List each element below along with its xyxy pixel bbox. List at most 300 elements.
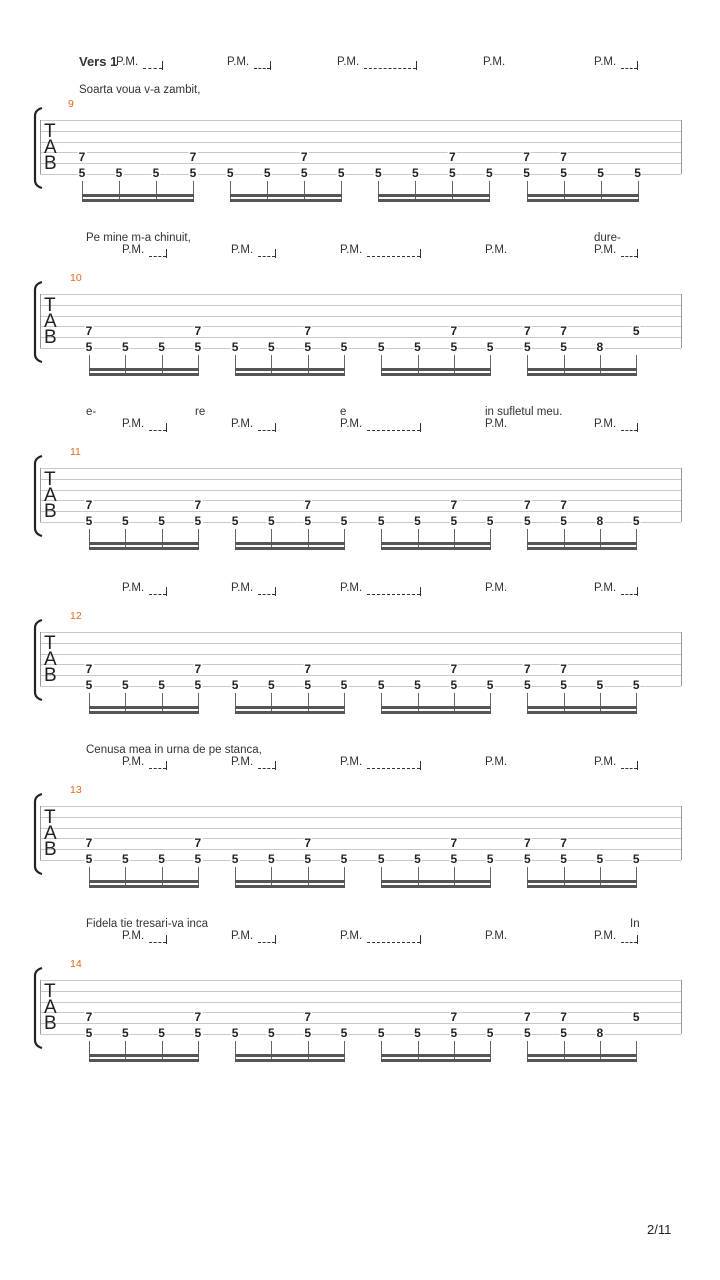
- fret-number: 5: [158, 514, 165, 528]
- barline-end: [681, 632, 682, 686]
- palm-mute-label: P.M.: [231, 756, 254, 768]
- fret-number: 5: [450, 852, 458, 866]
- fret-number: 5: [194, 1026, 202, 1040]
- fret-number: 5: [268, 678, 275, 692]
- fret-number: 7: [78, 150, 86, 164]
- note-stem: [489, 181, 490, 200]
- palm-mute-extension: [367, 942, 420, 943]
- staff-line: [40, 1034, 681, 1035]
- note-beam: [235, 711, 345, 714]
- measure-number: 10: [70, 272, 82, 284]
- fret-number: 5: [560, 678, 567, 692]
- palm-mute-label: P.M.: [594, 244, 617, 256]
- palm-mute-end: [416, 61, 417, 70]
- system-bracket: [32, 792, 44, 876]
- fret-number: 8: [596, 1026, 604, 1040]
- fret-number: 5: [158, 678, 165, 692]
- palm-mute-end: [420, 423, 421, 432]
- fret-number: 8: [596, 340, 604, 354]
- note-stem: [125, 355, 126, 374]
- fret-number: 5: [194, 678, 202, 692]
- palm-mute-label: P.M.: [337, 56, 360, 68]
- fret-number: 5: [632, 514, 640, 528]
- fret-number: 5: [231, 1026, 239, 1040]
- palm-mute-end: [637, 249, 638, 258]
- note-stem: [344, 529, 345, 548]
- note-beam: [89, 542, 199, 545]
- note-stem: [418, 1041, 419, 1060]
- barline-end: [681, 980, 682, 1034]
- note-stem: [381, 867, 382, 886]
- lyric-text: Cenusa mea in urna de pe stanca,: [86, 744, 262, 756]
- palm-mute-label: P.M.: [485, 756, 508, 768]
- fret-number: 5: [304, 852, 312, 866]
- note-stem: [600, 867, 601, 886]
- note-stem: [235, 355, 236, 374]
- note-stem: [600, 1041, 601, 1060]
- note-beam: [527, 880, 637, 883]
- note-stem: [235, 529, 236, 548]
- fret-number: 5: [194, 340, 202, 354]
- note-stem: [125, 867, 126, 886]
- palm-mute-label: P.M.: [122, 418, 145, 430]
- staff-line: [40, 1002, 681, 1003]
- fret-number: 7: [560, 662, 567, 676]
- fret-number: 5: [450, 1026, 458, 1040]
- staff-line: [40, 294, 681, 295]
- tab-system: [0, 920, 720, 1090]
- lyric-text: re: [195, 406, 206, 418]
- note-stem: [308, 355, 309, 374]
- staff-line: [40, 1023, 681, 1024]
- fret-number: 5: [85, 678, 93, 692]
- tab-system: [0, 234, 720, 404]
- palm-mute-end: [420, 761, 421, 770]
- tab-clef-letter: A: [44, 649, 57, 670]
- fret-number: 7: [85, 1010, 93, 1024]
- lyric-text: in sufletul meu.: [485, 406, 563, 418]
- tab-clef-letter: B: [44, 153, 57, 174]
- fret-number: 7: [560, 1010, 567, 1024]
- note-stem: [156, 181, 157, 200]
- note-beam: [381, 542, 491, 545]
- palm-mute-label: P.M.: [340, 244, 363, 256]
- lyric-text: In: [630, 918, 640, 930]
- tab-system: [0, 408, 720, 578]
- note-beam: [89, 368, 199, 371]
- note-stem: [454, 693, 455, 712]
- note-stem: [198, 355, 199, 374]
- fret-number: 5: [523, 514, 531, 528]
- palm-mute-label: P.M.: [594, 418, 617, 430]
- palm-mute-end: [420, 587, 421, 596]
- fret-number: 7: [450, 1010, 458, 1024]
- note-beam: [527, 706, 637, 709]
- note-stem: [564, 693, 565, 712]
- note-stem: [162, 355, 163, 374]
- note-beam: [381, 706, 491, 709]
- note-stem: [600, 355, 601, 374]
- fret-number: 5: [377, 678, 385, 692]
- note-stem: [564, 355, 565, 374]
- fret-number: 5: [450, 678, 458, 692]
- note-stem: [162, 867, 163, 886]
- fret-number: 5: [152, 166, 160, 180]
- palm-mute-end: [166, 249, 167, 258]
- palm-mute-extension: [258, 594, 275, 595]
- note-stem: [452, 181, 453, 200]
- note-beam: [378, 199, 490, 202]
- note-stem: [198, 529, 199, 548]
- note-stem: [638, 181, 639, 200]
- note-stem: [162, 1041, 163, 1060]
- note-beam: [527, 711, 637, 714]
- fret-number: 5: [337, 166, 345, 180]
- staff-line: [40, 1012, 681, 1013]
- fret-number: 5: [377, 340, 385, 354]
- note-stem: [89, 693, 90, 712]
- staff-line: [40, 479, 681, 480]
- note-beam: [381, 547, 491, 550]
- palm-mute-extension: [149, 256, 166, 257]
- staff-line: [40, 828, 681, 829]
- note-beam: [381, 368, 491, 371]
- fret-number: 5: [634, 166, 641, 180]
- palm-mute-extension: [367, 768, 420, 769]
- fret-number: 7: [304, 662, 312, 676]
- fret-number: 5: [85, 852, 93, 866]
- fret-number: 5: [377, 514, 385, 528]
- palm-mute-extension: [364, 68, 416, 69]
- fret-number: 5: [194, 852, 202, 866]
- staff-line: [40, 131, 681, 132]
- palm-mute-label: P.M.: [340, 930, 363, 942]
- note-stem: [198, 867, 199, 886]
- note-stem: [636, 355, 637, 374]
- palm-mute-end: [275, 587, 276, 596]
- note-stem: [454, 355, 455, 374]
- fret-number: 7: [85, 662, 93, 676]
- note-stem: [490, 529, 491, 548]
- tab-clef-letter: T: [44, 295, 56, 316]
- note-stem: [308, 529, 309, 548]
- fret-number: 5: [304, 340, 312, 354]
- fret-number: 5: [194, 514, 202, 528]
- fret-number: 5: [486, 514, 494, 528]
- fret-number: 5: [486, 852, 494, 866]
- note-beam: [89, 1054, 199, 1057]
- palm-mute-extension: [621, 594, 637, 595]
- fret-number: 5: [523, 166, 530, 180]
- palm-mute-end: [420, 249, 421, 258]
- system-bracket: [32, 618, 44, 702]
- note-stem: [381, 529, 382, 548]
- page-number: 2/11: [647, 1222, 672, 1237]
- barline-end: [681, 294, 682, 348]
- note-stem: [454, 1041, 455, 1060]
- palm-mute-label: P.M.: [231, 582, 254, 594]
- fret-number: 7: [523, 836, 531, 850]
- palm-mute-end: [637, 935, 638, 944]
- palm-mute-label: P.M.: [116, 56, 139, 68]
- fret-number: 5: [414, 852, 421, 866]
- tab-clef-letter: T: [44, 121, 56, 142]
- staff-line: [40, 991, 681, 992]
- fret-number: 7: [450, 662, 458, 676]
- palm-mute-label: P.M.: [340, 418, 363, 430]
- fret-number: 5: [85, 514, 93, 528]
- fret-number: 7: [194, 1010, 202, 1024]
- measure-number: 11: [70, 446, 81, 458]
- note-stem: [119, 181, 120, 200]
- measure-number: 9: [68, 98, 74, 110]
- fret-number: 5: [523, 678, 531, 692]
- staff-line: [40, 120, 681, 121]
- system-bracket: [32, 106, 44, 190]
- tab-clef-letter: B: [44, 1013, 57, 1034]
- tab-clef-letter: B: [44, 665, 57, 686]
- note-beam: [89, 706, 199, 709]
- palm-mute-end: [637, 761, 638, 770]
- palm-mute-label: P.M.: [122, 244, 145, 256]
- note-stem: [381, 355, 382, 374]
- note-stem: [418, 529, 419, 548]
- note-beam: [527, 199, 639, 202]
- staff-line: [40, 326, 681, 327]
- fret-number: 5: [268, 340, 275, 354]
- staff-line: [40, 174, 681, 175]
- fret-number: 7: [194, 324, 202, 338]
- tab-clef-letter: B: [44, 501, 57, 522]
- note-beam: [381, 1054, 491, 1057]
- palm-mute-label: P.M.: [485, 244, 508, 256]
- measure-number: 13: [70, 784, 82, 796]
- fret-number: 5: [377, 852, 385, 866]
- note-stem: [415, 181, 416, 200]
- note-beam: [527, 368, 637, 371]
- tab-clef-letter: A: [44, 137, 57, 158]
- note-stem: [198, 693, 199, 712]
- note-stem: [162, 693, 163, 712]
- note-stem: [125, 693, 126, 712]
- note-stem: [418, 355, 419, 374]
- note-stem: [636, 529, 637, 548]
- fret-number: 5: [414, 1026, 421, 1040]
- staff-line: [40, 337, 681, 338]
- palm-mute-label: P.M.: [340, 756, 363, 768]
- tab-system: [0, 746, 720, 916]
- note-stem: [198, 1041, 199, 1060]
- staff-line: [40, 686, 681, 687]
- fret-number: 5: [121, 852, 129, 866]
- palm-mute-end: [166, 761, 167, 770]
- fret-number: 5: [78, 166, 86, 180]
- fret-number: 8: [596, 514, 604, 528]
- fret-number: 5: [412, 166, 419, 180]
- palm-mute-label: P.M.: [594, 582, 617, 594]
- fret-number: 5: [304, 678, 312, 692]
- note-stem: [341, 181, 342, 200]
- palm-mute-end: [162, 61, 163, 70]
- fret-number: 7: [450, 324, 458, 338]
- lyric-text: Fidela tie tresari-va inca: [86, 918, 209, 930]
- fret-number: 5: [632, 1010, 640, 1024]
- tab-clef-letter: T: [44, 981, 56, 1002]
- palm-mute-extension: [621, 68, 637, 69]
- palm-mute-label: P.M.: [594, 930, 617, 942]
- note-stem: [271, 693, 272, 712]
- system-bracket: [32, 966, 44, 1050]
- fret-number: 5: [231, 340, 239, 354]
- staff-line: [40, 664, 681, 665]
- palm-mute-end: [166, 587, 167, 596]
- system-bracket: [32, 454, 44, 538]
- fret-number: 5: [231, 678, 239, 692]
- note-stem: [344, 1041, 345, 1060]
- note-beam: [89, 373, 199, 376]
- note-stem: [564, 529, 565, 548]
- palm-mute-label: P.M.: [485, 418, 508, 430]
- fret-number: 7: [194, 662, 202, 676]
- palm-mute-label: P.M.: [122, 930, 145, 942]
- palm-mute-extension: [258, 430, 275, 431]
- note-beam: [235, 373, 345, 376]
- note-stem: [230, 181, 231, 200]
- palm-mute-extension: [149, 768, 166, 769]
- palm-mute-label: P.M.: [340, 582, 363, 594]
- note-stem: [344, 693, 345, 712]
- tab-system: [0, 572, 720, 742]
- fret-number: 5: [189, 166, 197, 180]
- fret-number: 5: [632, 324, 640, 338]
- palm-mute-extension: [254, 68, 270, 69]
- note-stem: [527, 693, 528, 712]
- fret-number: 5: [340, 1026, 348, 1040]
- palm-mute-extension: [367, 594, 420, 595]
- fret-number: 7: [304, 1010, 312, 1024]
- palm-mute-label: P.M.: [594, 756, 617, 768]
- palm-mute-label: P.M.: [231, 418, 254, 430]
- tab-system: [0, 56, 720, 230]
- fret-number: 5: [121, 678, 129, 692]
- fret-number: 5: [300, 166, 308, 180]
- note-stem: [304, 181, 305, 200]
- staff-line: [40, 500, 681, 501]
- fret-number: 5: [226, 166, 234, 180]
- note-stem: [636, 1041, 637, 1060]
- fret-number: 5: [85, 340, 93, 354]
- note-beam: [527, 194, 639, 197]
- tab-clef-letter: T: [44, 807, 56, 828]
- fret-number: 5: [158, 1026, 165, 1040]
- fret-number: 5: [304, 1026, 312, 1040]
- note-beam: [82, 199, 194, 202]
- fret-number: 5: [231, 852, 239, 866]
- lyric-text: e: [340, 406, 347, 418]
- fret-number: 5: [523, 340, 531, 354]
- note-stem: [193, 181, 194, 200]
- fret-number: 7: [560, 498, 567, 512]
- palm-mute-label: P.M.: [485, 930, 508, 942]
- note-stem: [308, 693, 309, 712]
- note-stem: [527, 529, 528, 548]
- note-stem: [235, 1041, 236, 1060]
- palm-mute-end: [166, 423, 167, 432]
- note-beam: [89, 880, 199, 883]
- fret-number: 5: [340, 852, 348, 866]
- fret-number: 5: [115, 166, 123, 180]
- staff-line: [40, 849, 681, 850]
- note-beam: [527, 542, 637, 545]
- fret-number: 5: [596, 678, 604, 692]
- tab-clef-letter: A: [44, 997, 57, 1018]
- note-stem: [308, 1041, 309, 1060]
- palm-mute-label: P.M.: [227, 56, 250, 68]
- fret-number: 5: [375, 166, 382, 180]
- staff-line: [40, 860, 681, 861]
- fret-number: 5: [523, 852, 531, 866]
- palm-mute-label: P.M.: [231, 244, 254, 256]
- fret-number: 7: [85, 324, 93, 338]
- fret-number: 7: [523, 1010, 531, 1024]
- note-stem: [564, 867, 565, 886]
- fret-number: 5: [121, 340, 129, 354]
- fret-number: 5: [560, 852, 567, 866]
- fret-number: 5: [158, 852, 165, 866]
- barline-end: [681, 120, 682, 174]
- fret-number: 5: [268, 1026, 275, 1040]
- fret-number: 5: [450, 340, 458, 354]
- measure-number: 12: [70, 610, 82, 622]
- palm-mute-label: P.M.: [122, 582, 145, 594]
- fret-number: 5: [414, 514, 421, 528]
- fret-number: 5: [377, 1026, 385, 1040]
- palm-mute-end: [275, 761, 276, 770]
- fret-number: 5: [85, 1026, 93, 1040]
- note-stem: [490, 693, 491, 712]
- fret-number: 7: [523, 324, 531, 338]
- note-stem: [271, 867, 272, 886]
- note-stem: [89, 355, 90, 374]
- fret-number: 5: [268, 852, 275, 866]
- note-stem: [267, 181, 268, 200]
- palm-mute-end: [166, 935, 167, 944]
- note-beam: [235, 547, 345, 550]
- fret-number: 5: [158, 340, 165, 354]
- note-stem: [271, 529, 272, 548]
- palm-mute-end: [637, 423, 638, 432]
- staff-line: [40, 632, 681, 633]
- note-stem: [490, 867, 491, 886]
- fret-number: 7: [194, 498, 202, 512]
- palm-mute-extension: [621, 768, 637, 769]
- note-stem: [564, 1041, 565, 1060]
- lyric-text: e-: [86, 406, 97, 418]
- fret-number: 7: [560, 836, 567, 850]
- lyric-text: Pe mine m-a chinuit,: [86, 232, 191, 244]
- note-beam: [235, 368, 345, 371]
- staff-line: [40, 142, 681, 143]
- note-stem: [600, 693, 601, 712]
- note-beam: [381, 373, 491, 376]
- note-beam: [381, 880, 491, 883]
- staff-line: [40, 152, 681, 153]
- note-beam: [230, 194, 342, 197]
- measure-number: 14: [70, 958, 82, 970]
- barline-end: [681, 468, 682, 522]
- note-stem: [235, 867, 236, 886]
- staff-line: [40, 511, 681, 512]
